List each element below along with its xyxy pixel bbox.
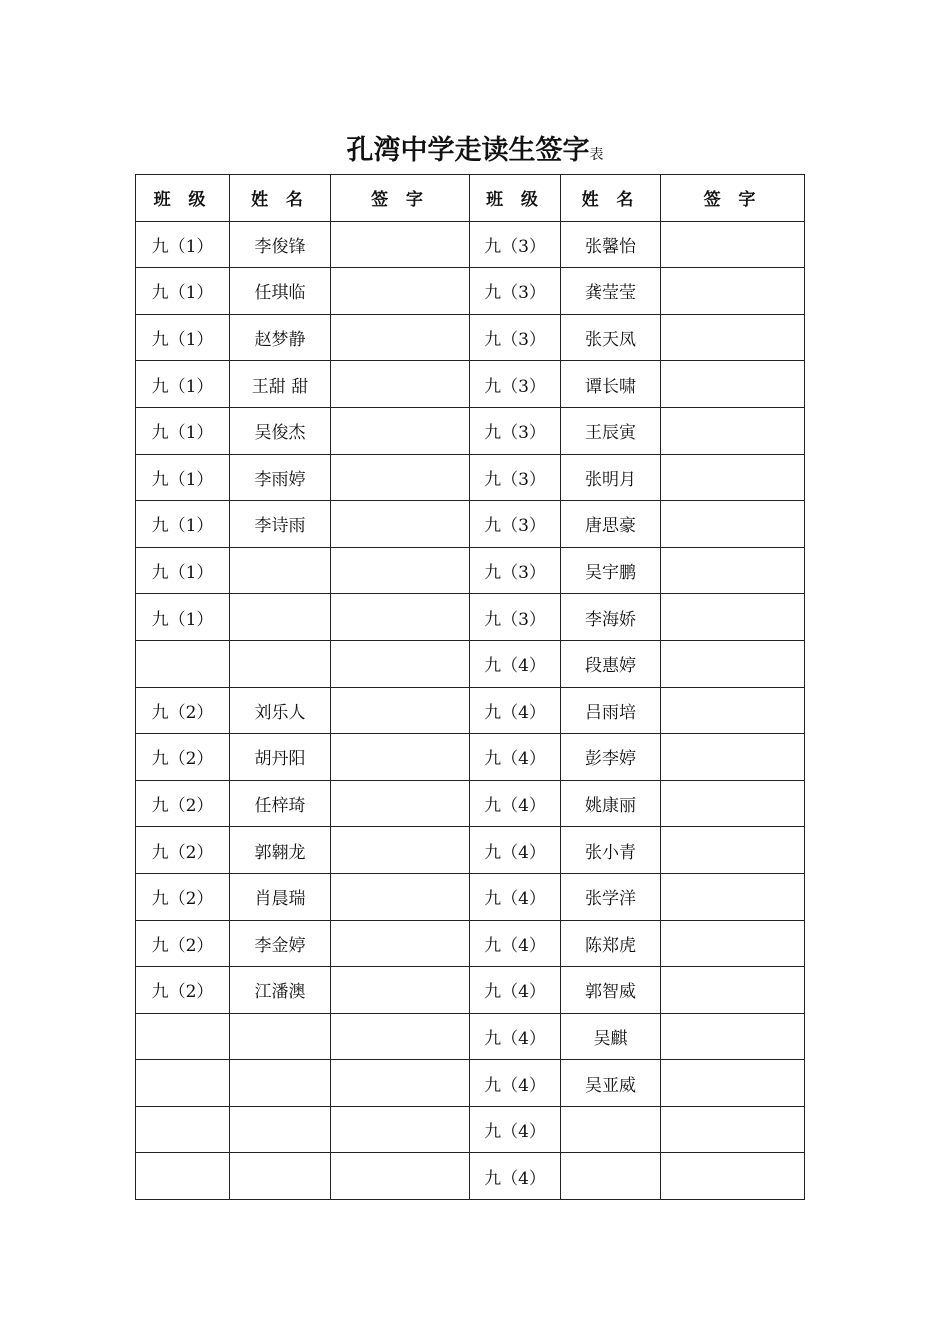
signature-cell-right[interactable] (661, 734, 805, 781)
class-cell-left (136, 1060, 230, 1107)
signature-cell-right[interactable] (661, 1153, 805, 1200)
signature-cell-right[interactable] (661, 407, 805, 454)
signature-cell-left[interactable] (331, 501, 470, 548)
name-cell-left (230, 1153, 331, 1200)
table-row (136, 1060, 805, 1107)
table-row (136, 361, 805, 408)
table-row (136, 407, 805, 454)
signature-cell-left[interactable] (331, 687, 470, 734)
name-cell-left (230, 1106, 331, 1153)
name-cell-left (230, 1060, 331, 1107)
name-cell-right: 王辰寅 (561, 407, 661, 454)
class-cell-left: 九（1） (136, 314, 230, 361)
class-cell-right: 九（4） (470, 1060, 561, 1107)
signature-cell-left[interactable] (331, 920, 470, 967)
name-cell-right: 段惠婷 (561, 640, 661, 687)
class-cell-right: 九（3） (470, 268, 561, 315)
name-cell-right: 张明月 (561, 454, 661, 501)
class-cell-right: 九（4） (470, 780, 561, 827)
class-cell-right: 九（3） (470, 407, 561, 454)
signature-cell-left[interactable] (331, 827, 470, 874)
name-cell-left: 任梓琦 (230, 780, 331, 827)
name-cell-left: 李雨婷 (230, 454, 331, 501)
name-cell-right: 吴亚威 (561, 1060, 661, 1107)
signature-cell-right[interactable] (661, 594, 805, 641)
name-cell-right: 陈郑虎 (561, 920, 661, 967)
class-cell-left: 九（1） (136, 547, 230, 594)
signature-cell-right[interactable] (661, 920, 805, 967)
name-cell-right: 吴宇鹏 (561, 547, 661, 594)
name-cell-left: 李金婷 (230, 920, 331, 967)
table-row (136, 314, 805, 361)
table-row (136, 827, 805, 874)
signature-cell-left[interactable] (331, 594, 470, 641)
class-cell-right: 九（4） (470, 920, 561, 967)
table-row (136, 221, 805, 268)
signature-cell-left[interactable] (331, 314, 470, 361)
table-body (136, 221, 805, 1199)
signature-cell-right[interactable] (661, 547, 805, 594)
signature-cell-right[interactable] (661, 454, 805, 501)
table-row (136, 780, 805, 827)
signature-cell-left[interactable] (331, 407, 470, 454)
header-name-right: 姓 名 (561, 175, 661, 222)
class-cell-right: 九（3） (470, 501, 561, 548)
name-cell-left: 郭翱龙 (230, 827, 331, 874)
signature-cell-right[interactable] (661, 780, 805, 827)
class-cell-left: 九（2） (136, 920, 230, 967)
class-cell-left: 九（1） (136, 268, 230, 315)
class-cell-left (136, 1106, 230, 1153)
class-cell-left: 九（2） (136, 687, 230, 734)
name-cell-left: 吴俊杰 (230, 407, 331, 454)
name-cell-left: 王甜 甜 (230, 361, 331, 408)
name-cell-left: 李诗雨 (230, 501, 331, 548)
class-cell-left: 九（2） (136, 780, 230, 827)
signature-cell-left[interactable] (331, 1153, 470, 1200)
name-cell-right (561, 1106, 661, 1153)
name-cell-left: 肖晨瑞 (230, 873, 331, 920)
name-cell-left: 胡丹阳 (230, 734, 331, 781)
signature-cell-right[interactable] (661, 873, 805, 920)
signature-cell-left[interactable] (331, 640, 470, 687)
signature-cell-right[interactable] (661, 221, 805, 268)
class-cell-right: 九（3） (470, 547, 561, 594)
name-cell-right: 张天凤 (561, 314, 661, 361)
name-cell-right: 彭李婷 (561, 734, 661, 781)
signature-cell-right[interactable] (661, 687, 805, 734)
name-cell-left (230, 640, 331, 687)
header-class-right: 班 级 (470, 175, 561, 222)
signature-cell-right[interactable] (661, 314, 805, 361)
table-row (136, 501, 805, 548)
signature-cell-right[interactable] (661, 1106, 805, 1153)
signature-cell-left[interactable] (331, 547, 470, 594)
table-row (136, 1106, 805, 1153)
signature-cell-left[interactable] (331, 967, 470, 1014)
class-cell-right: 九（3） (470, 221, 561, 268)
class-cell-left: 九（2） (136, 827, 230, 874)
class-cell-right: 九（4） (470, 1106, 561, 1153)
class-cell-right: 九（4） (470, 640, 561, 687)
signature-cell-left[interactable] (331, 221, 470, 268)
table-row (136, 873, 805, 920)
signature-cell-right[interactable] (661, 361, 805, 408)
name-cell-left (230, 547, 331, 594)
sign-in-table (135, 174, 805, 1200)
header-name-left: 姓 名 (230, 175, 331, 222)
name-cell-right: 吕雨培 (561, 687, 661, 734)
class-cell-left: 九（2） (136, 734, 230, 781)
name-cell-right: 李海娇 (561, 594, 661, 641)
header-row (136, 175, 805, 222)
class-cell-right: 九（3） (470, 314, 561, 361)
signature-cell-left[interactable] (331, 1106, 470, 1153)
class-cell-right: 九（3） (470, 454, 561, 501)
title-suffix: 表 (589, 147, 604, 163)
signature-cell-right[interactable] (661, 268, 805, 315)
table-row (136, 1153, 805, 1200)
table-row (136, 734, 805, 781)
name-cell-right: 谭长啸 (561, 361, 661, 408)
table-row (136, 594, 805, 641)
class-cell-right: 九（4） (470, 687, 561, 734)
name-cell-left (230, 594, 331, 641)
class-cell-left: 九（1） (136, 454, 230, 501)
class-cell-right: 九（4） (470, 1013, 561, 1060)
signature-cell-right[interactable] (661, 967, 805, 1014)
title-main: 孔湾中学走读生签字 (346, 135, 590, 166)
name-cell-right (561, 1153, 661, 1200)
class-cell-left: 九（2） (136, 873, 230, 920)
class-cell-left (136, 1153, 230, 1200)
signature-cell-right[interactable] (661, 827, 805, 874)
table-row (136, 268, 805, 315)
name-cell-right: 吴麒 (561, 1013, 661, 1060)
class-cell-left: 九（1） (136, 407, 230, 454)
signature-cell-left[interactable] (331, 1013, 470, 1060)
document-title (0, 128, 950, 167)
name-cell-left: 江潘澳 (230, 967, 331, 1014)
table-row (136, 454, 805, 501)
name-cell-left: 赵梦静 (230, 314, 331, 361)
signature-cell-right[interactable] (661, 501, 805, 548)
signature-cell-left[interactable] (331, 268, 470, 315)
name-cell-right: 郭智威 (561, 967, 661, 1014)
signature-cell-right[interactable] (661, 640, 805, 687)
name-cell-left (230, 1013, 331, 1060)
name-cell-right: 张小青 (561, 827, 661, 874)
class-cell-right: 九（4） (470, 827, 561, 874)
class-cell-left: 九（1） (136, 361, 230, 408)
name-cell-left: 刘乐人 (230, 687, 331, 734)
name-cell-right: 张学洋 (561, 873, 661, 920)
table-row (136, 687, 805, 734)
table-row (136, 1013, 805, 1060)
table-row (136, 547, 805, 594)
header-sign-left: 签 字 (331, 175, 470, 222)
signature-cell-right[interactable] (661, 1013, 805, 1060)
class-cell-right: 九（3） (470, 361, 561, 408)
class-cell-right: 九（4） (470, 873, 561, 920)
signature-cell-left[interactable] (331, 361, 470, 408)
class-cell-left: 九（1） (136, 221, 230, 268)
table-row (136, 640, 805, 687)
signature-cell-left[interactable] (331, 1060, 470, 1107)
class-cell-left: 九（1） (136, 501, 230, 548)
signature-cell-left[interactable] (331, 454, 470, 501)
class-cell-right: 九（4） (470, 734, 561, 781)
name-cell-right: 姚康丽 (561, 780, 661, 827)
class-cell-right: 九（4） (470, 967, 561, 1014)
name-cell-right: 张馨怡 (561, 221, 661, 268)
signature-cell-left[interactable] (331, 734, 470, 781)
class-cell-right: 九（4） (470, 1153, 561, 1200)
class-cell-left (136, 640, 230, 687)
header-class-left: 班 级 (136, 175, 230, 222)
table-row (136, 967, 805, 1014)
signature-cell-right[interactable] (661, 1060, 805, 1107)
name-cell-left: 李俊锋 (230, 221, 331, 268)
class-cell-left: 九（1） (136, 594, 230, 641)
class-cell-left (136, 1013, 230, 1060)
header-sign-right: 签 字 (661, 175, 805, 222)
name-cell-right: 唐思豪 (561, 501, 661, 548)
class-cell-right: 九（3） (470, 594, 561, 641)
signature-cell-left[interactable] (331, 873, 470, 920)
name-cell-left: 任琪临 (230, 268, 331, 315)
class-cell-left: 九（2） (136, 967, 230, 1014)
table-row (136, 920, 805, 967)
name-cell-right: 龚莹莹 (561, 268, 661, 315)
signature-cell-left[interactable] (331, 780, 470, 827)
